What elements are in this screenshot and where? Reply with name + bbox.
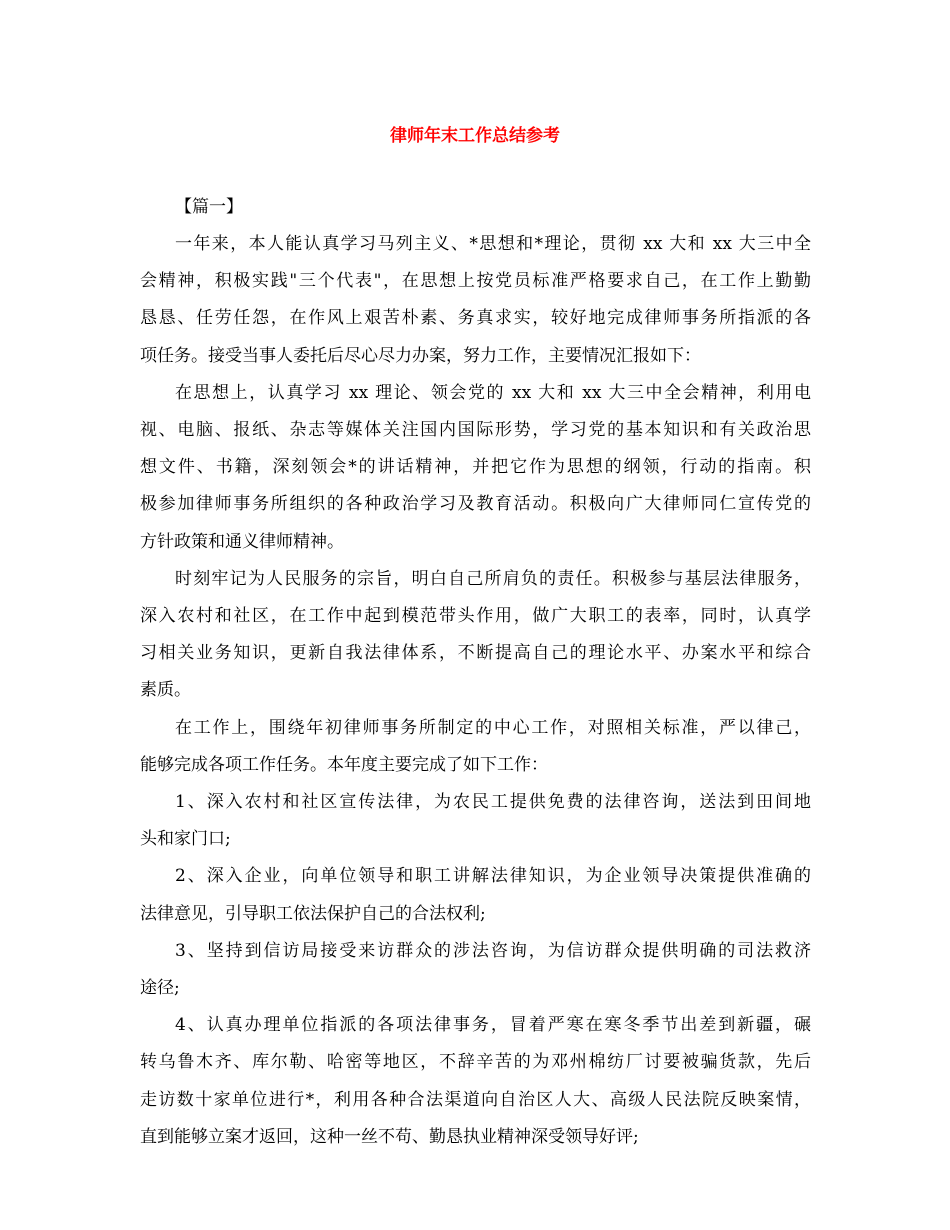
paragraph-line: 在思想上，认真学习 xx 理论、领会党的 xx 大和 xx 大三中全会精神，利用电 xyxy=(175,383,811,403)
paragraph-line: 走访数十家单位进行*，利用各种合法渠道向自治区人大、高级人民法院反映案情， xyxy=(140,1090,811,1110)
paragraph-line: 3、坚持到信访局接受来访群众的涉法咨询，为信访群众提供明确的司法救济 xyxy=(175,941,811,961)
paragraph-line: 能够完成各项工作任务。本年度主要完成了如下工作： xyxy=(140,755,548,775)
paragraph-line: 视、电脑、报纸、杂志等媒体关注国内国际形势，学习党的基本知识和有关政治思 xyxy=(140,420,811,440)
paragraph-line: 时刻牢记为人民服务的宗旨，明白自己所肩负的责任。积极参与基层法律服务， xyxy=(175,569,811,589)
paragraph-line: 方针政策和通义律师精神。 xyxy=(140,532,344,552)
paragraph-line: 1、深入农村和社区宣传法律，为农民工提供免费的法律咨询，送法到田间地 xyxy=(175,792,811,812)
paragraph-line: 一年来，本人能认真学习马列主义、*思想和*理论，贯彻 xx 大和 xx 大三中全 xyxy=(175,234,811,254)
paragraph-line: 恳恳、任劳任怨，在作风上艰苦朴素、务真求实，较好地完成律师事务所指派的各 xyxy=(140,308,811,328)
paragraph-line: 4、认真办理单位指派的各项法律事务，冒着严寒在寒冬季节出差到新疆，碾 xyxy=(175,1015,811,1035)
paragraph-line: 转乌鲁木齐、库尔勒、哈密等地区，不辞辛苦的为邓州棉纺厂讨要被骗货款，先后 xyxy=(140,1052,811,1072)
paragraph-line: 2、深入企业，向单位领导和职工讲解法律知识，为企业领导决策提供准确的 xyxy=(175,866,811,886)
paragraph-line: 想文件、书籍，深刻领会*的讲话精神，并把它作为思想的纲领，行动的指南。积 xyxy=(140,457,811,477)
paragraph-line: 法律意见，引导职工依法保护自己的合法权利; xyxy=(140,904,486,924)
paragraph-line: 会精神，积极实践"三个代表"，在思想上按党员标准严格要求自己，在工作上勤勤 xyxy=(140,271,811,291)
paragraph-line: 项任务。接受当事人委托后尽心尽力办案，努力工作，主要情况汇报如下： xyxy=(140,346,701,366)
paragraph-line: 素质。 xyxy=(140,680,191,700)
paragraph-line: 在工作上，围绕年初律师事务所制定的中心工作，对照相关标准，严以律己， xyxy=(175,718,811,738)
paragraph-line: 深入农村和社区，在工作中起到模范带头作用，做广大职工的表率，同时，认真学 xyxy=(140,606,811,626)
document-title: 律师年末工作总结参考 xyxy=(390,126,560,146)
paragraph-line: 途径; xyxy=(140,978,180,998)
section-heading: 【篇一】 xyxy=(175,197,243,217)
paragraph-line: 直到能够立案才返回，这种一丝不苟、勤恳执业精神深受领导好评; xyxy=(140,1127,639,1147)
paragraph-line: 头和家门口; xyxy=(140,829,231,849)
paragraph-line: 习相关业务知识，更新自我法律体系，不断提高自己的理论水平、办案水平和综合 xyxy=(140,643,811,663)
paragraph-line: 极参加律师事务所组织的各种政治学习及教育活动。积极向广大律师同仁宣传党的 xyxy=(140,494,811,514)
